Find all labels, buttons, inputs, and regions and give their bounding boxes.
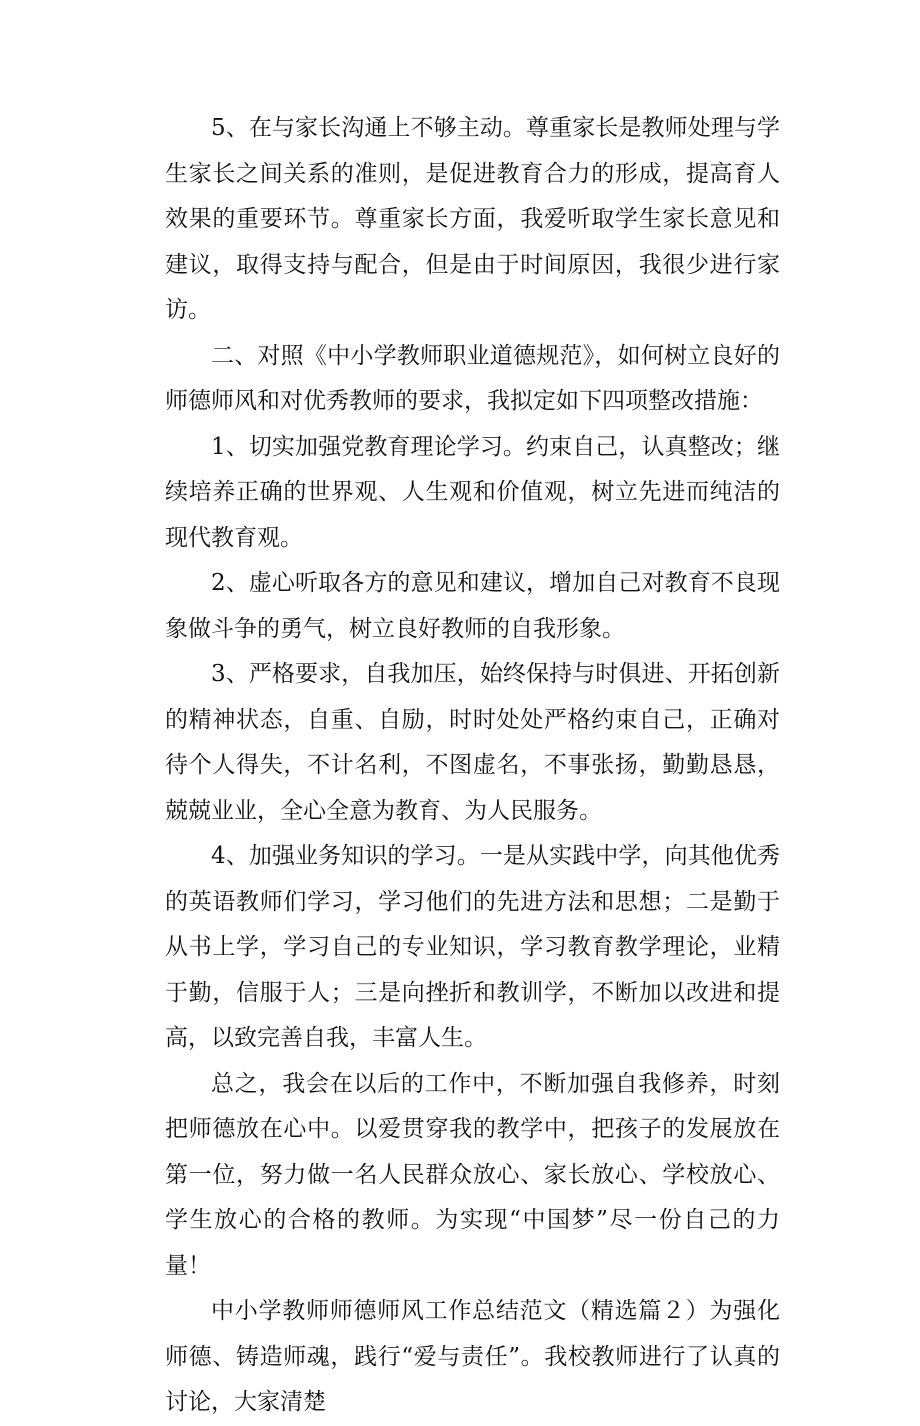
paragraph-measure-3: 3、严格要求，自我加压，始终保持与时俱进、开拓创新的精神状态，自重、自励，时时处处严格约束自己，正确对待个人得失，不计名利，不图虚名，不事张扬，勤勤恳恳，兢兢业业，全心全意为教育、为人民服务。 xyxy=(165,661,780,824)
paragraph-section-two-intro: 二、对照《中小学教师职业道德规范》，如何树立良好的师德师风和对优秀教师的要求，我拟定如下四项整改措施： xyxy=(165,342,780,414)
paragraph-parent-communication: 5、在与家长沟通上不够主动。尊重家长是教师处理与学生家长之间关系的准则，是促进教育合力的形成，提高育人效果的重要环节。尊重家长方面，我爱听取学生家长意见和建议，取得支持与配合，但是由于时间原因，我很少进行家访。 xyxy=(165,115,780,323)
paragraph-measure-2: 2、虚心听取各方的意见和建议，增加自己对教育不良现象做斗争的勇气，树立良好教师的自我形象。 xyxy=(165,570,780,642)
paragraph-measure-4: 4、加强业务知识的学习。一是从实践中学，向其他优秀的英语教师们学习，学习他们的先进方法和思想；二是勤于从书上学，学习自己的专业知识，学习教育教学理论，业精于勤，信服于人；三是向挫折和教训学，不断加以改进和提高，以致完善自我，丰富人生。 xyxy=(165,843,780,1051)
paragraph-measure-1: 1、切实加强党教育理论学习。约束自己，认真整改；继续培养正确的世界观、人生观和价值观，树立先进而纯洁的现代教育观。 xyxy=(165,433,780,551)
paragraph-conclusion: 总之，我会在以后的工作中，不断加强自我修养，时刻把师德放在心中。以爱贯穿我的教学中，把孩子的发展放在第一位，努力做一名人民群众放心、家长放心、学校放心、学生放心的合格的教师。为实现“中国梦”尽一份自己的力量！ xyxy=(165,1070,780,1279)
paragraph-next-article: 中小学教师师德师风工作总结范文（精选篇２）为强化师德、铸造师魂，践行“爱与责任”。我校教师进行了认真的讨论，大家清楚 xyxy=(165,1298,780,1415)
